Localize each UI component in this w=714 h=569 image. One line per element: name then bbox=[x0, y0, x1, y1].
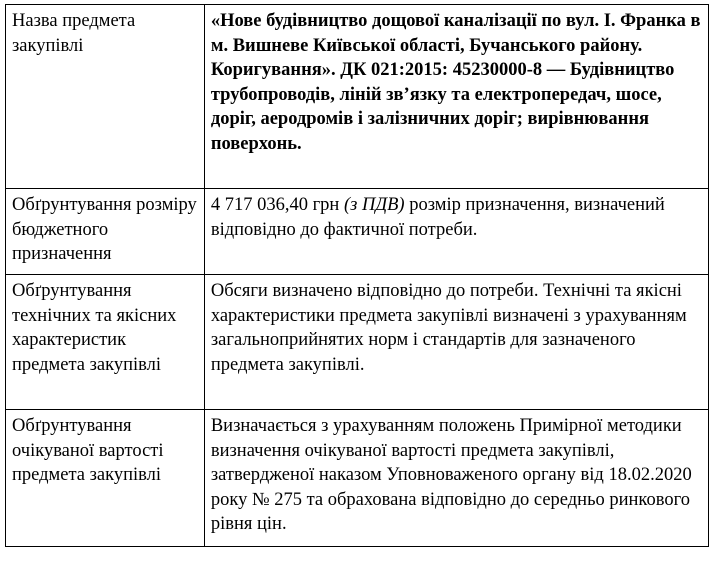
row-value-procurement-subject: «Нове будівництво дощової каналізації по вул. І. Франка в м. Вишневе Київської області, Бучанського району. Коригування». ДК 021:2015: 45230000-8 — Будівництво трубопроводів, ліній зв’язку та електропередач, шосе, доріг, аеродромів і залізничних доріг; вирівнювання поверхонь. bbox=[204, 5, 708, 189]
procurement-justification-table bbox=[5, 4, 709, 547]
row-value-technical-justification: Обсяги визначено відповідно до потреби. Технічні та якісні характеристики предмета закупівлі визначені з урахуванням загальноприйнятих норм і стандартів для зазначеного предмета закупівлі. bbox=[204, 275, 708, 410]
vat-note: (з ПДВ) bbox=[343, 195, 405, 215]
row-label-procurement-subject: Назва предмета закупівлі bbox=[6, 5, 205, 189]
row-value-budget-justification bbox=[204, 189, 708, 275]
row-label-budget-justification: Обґрунтування розміру бюджетного призначення bbox=[6, 189, 205, 275]
table-row-procurement-subject bbox=[6, 5, 709, 189]
table-row-expected-cost-justification bbox=[6, 410, 709, 547]
table-row-budget-justification bbox=[6, 189, 709, 275]
row-value-expected-cost-justification: Визначається з урахуванням положень Примірної методики визначення очікуваної вартості предмета закупівлі, затвердженої наказом Уповноваженого органу від 18.02.2020 року № 275 та обрахована відповідно до середньо ринкового рівня цін. bbox=[204, 410, 708, 547]
row-label-expected-cost-justification: Обґрунтування очікуваної вартості предмета закупівлі bbox=[6, 410, 205, 547]
budget-amount: 4 717 036,40 грн bbox=[210, 195, 340, 215]
table-row-technical-justification bbox=[6, 275, 709, 410]
budget-description: розмір призначення, визначений відповідно до фактичної потреби. bbox=[210, 195, 665, 240]
row-label-technical-justification: Обґрунтування технічних та якісних характеристик предмета закупівлі bbox=[6, 275, 205, 410]
